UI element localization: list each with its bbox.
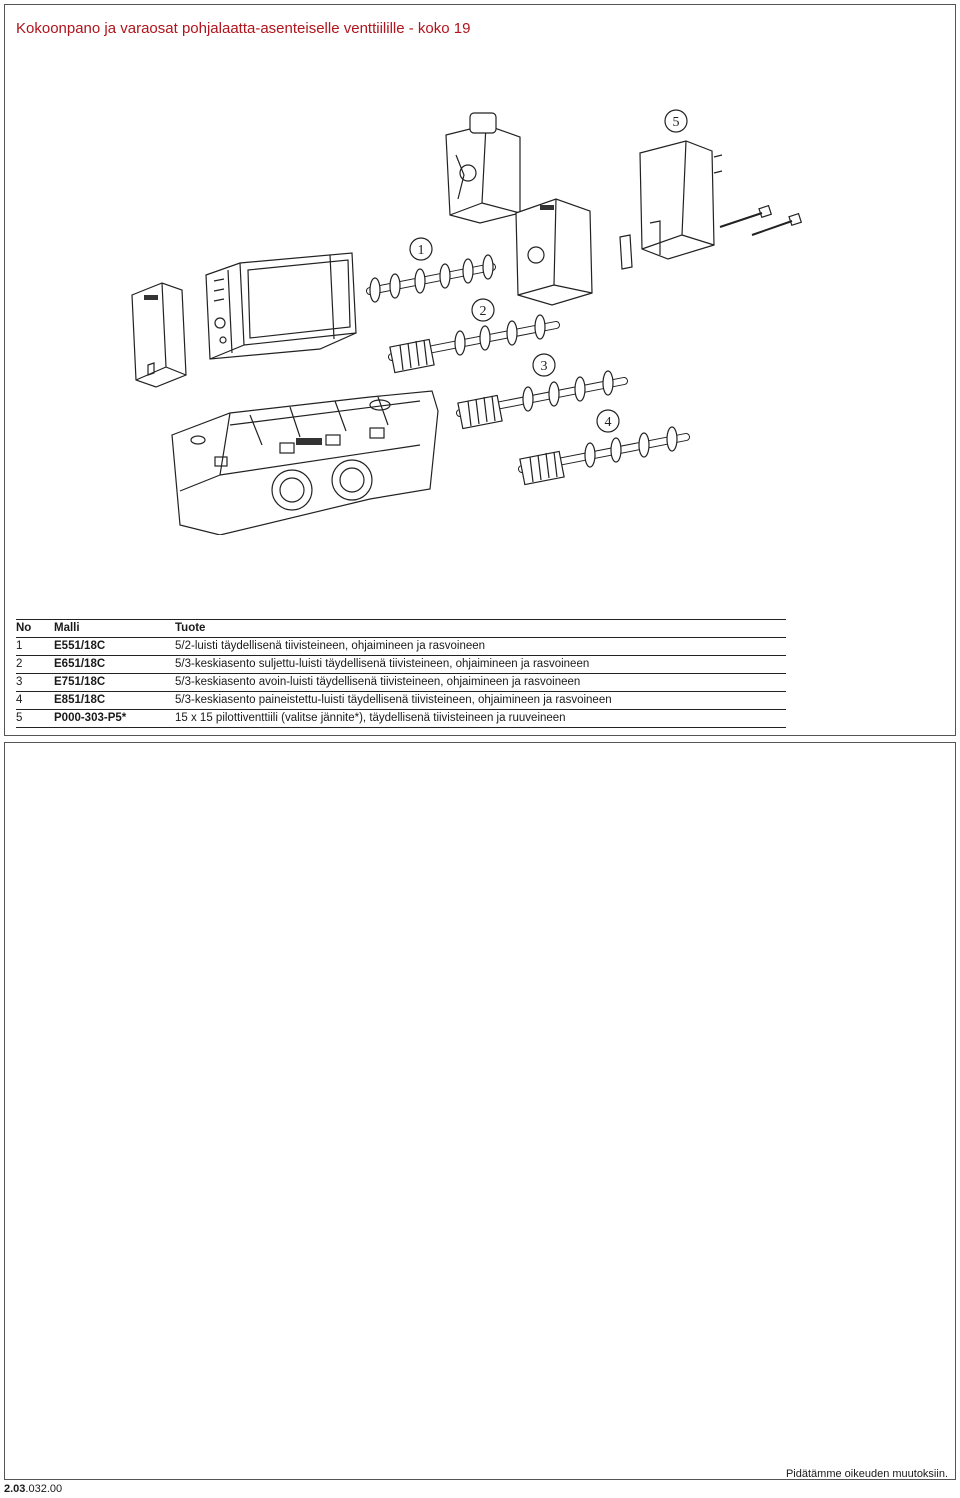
row-product: 15 x 15 pilottiventtiili (valitse jännite*), täydellisenä tiivisteineen ja ruuveineen (175, 710, 786, 728)
row-model: E651/18C (54, 656, 175, 674)
callout-3 (533, 354, 555, 376)
page-title: Kokoonpano ja varaosat pohjalaatta-asenteiselle venttiilille - koko 19 (16, 20, 471, 37)
svg-text:1: 1 (417, 243, 425, 258)
table-row (16, 656, 786, 674)
end-cap-left (132, 283, 186, 387)
document-number-rest: .032.00 (25, 1483, 63, 1495)
row-model: E751/18C (54, 674, 175, 692)
parts-table (16, 619, 786, 728)
exploded-assembly-drawing (120, 95, 820, 535)
spool-1 (370, 255, 493, 302)
subbase (172, 391, 438, 535)
pilot-valve-middle (516, 199, 592, 305)
row-model: P000-303-P5* (54, 710, 175, 728)
svg-text:4: 4 (604, 415, 612, 430)
document-number (4, 1483, 62, 1495)
row-product: 5/2-luisti täydellisenä tiivisteineen, ohjaimineen ja rasvoineen (175, 638, 786, 656)
table-row (16, 692, 786, 710)
table-row (16, 638, 786, 656)
table-row (16, 674, 786, 692)
table-header-row (16, 620, 786, 638)
row-no: 3 (16, 674, 54, 692)
pilot-valve-5 (620, 141, 722, 269)
callout-1 (410, 238, 432, 260)
svg-text:5: 5 (672, 115, 680, 130)
valve-body (206, 253, 356, 359)
row-no: 1 (16, 638, 54, 656)
callout-4 (597, 410, 619, 432)
row-no: 2 (16, 656, 54, 674)
header-product: Tuote (175, 620, 786, 638)
row-model: E851/18C (54, 692, 175, 710)
spool-4 (520, 427, 686, 485)
row-product: 5/3-keskiasento paineistettu-luisti täydellisenä tiivisteineen, ohjaimineen ja rasvoineen (175, 692, 786, 710)
row-no: 4 (16, 692, 54, 710)
header-no: No (16, 620, 54, 638)
header-model: Malli (54, 620, 175, 638)
footer-note: Pidätämme oikeuden muutoksiin. (785, 1468, 948, 1480)
table-row (16, 710, 786, 728)
bottom-frame (4, 742, 956, 1480)
spool-2 (390, 315, 556, 373)
row-product: 5/3-keskiasento avoin-luisti täydellisenä tiivisteineen, ohjaimineen ja rasvoineen (175, 674, 786, 692)
svg-text:2: 2 (479, 304, 487, 319)
row-product: 5/3-keskiasento suljettu-luisti täydellisenä tiivisteineen, ohjaimineen ja rasvoineen (175, 656, 786, 674)
row-model: E551/18C (54, 638, 175, 656)
callout-5 (665, 110, 687, 132)
row-no: 5 (16, 710, 54, 728)
svg-text:3: 3 (540, 359, 548, 374)
screws (720, 206, 801, 235)
document-number-bold: 2.03 (4, 1483, 26, 1495)
callout-2 (472, 299, 494, 321)
pilot-valve-top (446, 113, 520, 223)
